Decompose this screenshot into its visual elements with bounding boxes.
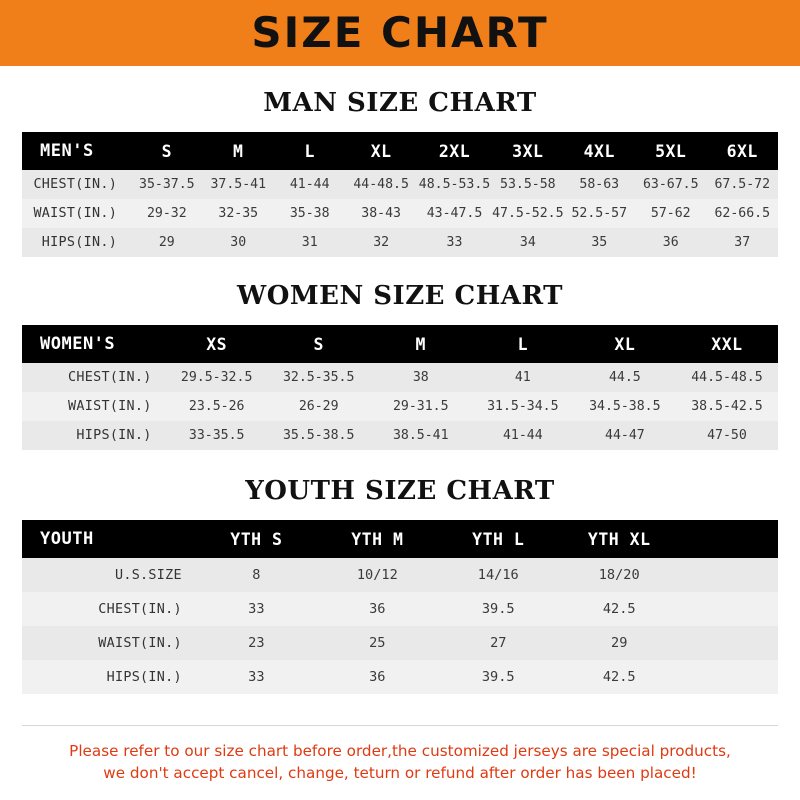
- table-cell-spacer: [680, 592, 778, 626]
- table-cell: 57-62: [650, 206, 691, 221]
- table-row: [22, 660, 778, 694]
- man-size-table: [22, 132, 778, 257]
- women-table-header-row: [22, 325, 778, 363]
- women-header-xl: XL: [614, 334, 636, 354]
- women-header-m: M: [415, 334, 426, 354]
- table-cell: 47-50: [707, 428, 747, 443]
- man-header-3xl: 3XL: [512, 141, 544, 161]
- table-cell: 10/12: [356, 567, 398, 583]
- table-cell: 37.5-41: [210, 177, 267, 192]
- women-size-table: [22, 325, 778, 450]
- youth-row-label-hips: HIPS(IN.): [106, 669, 182, 685]
- table-cell: 62-66.5: [714, 206, 771, 221]
- table-cell: 33: [446, 235, 463, 250]
- man-header-xl: XL: [370, 141, 392, 161]
- table-cell-spacer: [680, 626, 778, 660]
- table-row: [22, 592, 778, 626]
- table-cell: 25: [369, 635, 386, 651]
- youth-size-table: [22, 520, 778, 694]
- table-cell: 41-44: [502, 428, 543, 443]
- man-header-6xl: 6XL: [726, 141, 758, 161]
- table-cell-spacer: [680, 660, 778, 694]
- youth-header-l: YTH L: [472, 529, 525, 549]
- women-row-label-hips: HIPS(IN.): [76, 428, 152, 443]
- man-row-label-hips: HIPS(IN.): [41, 235, 118, 250]
- table-row: [22, 199, 778, 228]
- women-header-label: WOMEN'S: [40, 334, 116, 354]
- man-header-s: S: [161, 141, 172, 161]
- table-cell: 42.5: [602, 601, 636, 617]
- table-row: [22, 392, 778, 421]
- table-cell: 14/16: [477, 567, 519, 583]
- table-cell: 39.5: [481, 601, 515, 617]
- table-cell: 32: [373, 235, 390, 250]
- man-header-m: M: [233, 141, 244, 161]
- man-row-label-waist: WAIST(IN.): [33, 206, 118, 221]
- table-cell: 27: [490, 635, 507, 651]
- table-cell: 37: [734, 235, 751, 250]
- youth-header-label: YOUTH: [40, 529, 94, 549]
- table-cell: 34.5-38.5: [589, 399, 661, 414]
- table-cell: 44.5-48.5: [691, 370, 763, 385]
- header-banner: [0, 0, 800, 66]
- table-row: [22, 558, 778, 592]
- table-cell: 26-29: [298, 399, 339, 414]
- table-row: [22, 626, 778, 660]
- women-header-xs: XS: [206, 334, 228, 354]
- youth-row-label-waist: WAIST(IN.): [98, 635, 182, 651]
- table-cell: 43-47.5: [426, 206, 483, 221]
- youth-header-spacer: [680, 520, 778, 558]
- table-cell: 29-32: [146, 206, 187, 221]
- table-cell: 8: [252, 567, 261, 583]
- footer-line-1: Please refer to our size chart before order,the customized jerseys are special products,: [69, 741, 731, 760]
- table-row: [22, 170, 778, 199]
- table-cell: 63-67.5: [642, 177, 699, 192]
- table-cell: 44-47: [605, 428, 645, 443]
- table-row: [22, 421, 778, 450]
- table-cell: 29.5-32.5: [180, 370, 253, 385]
- man-header-5xl: 5XL: [655, 141, 687, 161]
- women-section-title: WOMEN SIZE CHART: [237, 281, 563, 311]
- table-cell: 35: [591, 235, 608, 250]
- youth-table-header-row: [22, 520, 778, 558]
- youth-header-m: YTH M: [351, 529, 404, 549]
- table-cell: 44.5: [608, 370, 641, 385]
- table-cell: 35-38: [289, 206, 330, 221]
- chart-content: [0, 66, 800, 800]
- table-cell: 35-37.5: [139, 177, 195, 192]
- table-cell: 32.5-35.5: [282, 370, 355, 385]
- table-cell: 38.5-42.5: [691, 399, 763, 414]
- table-cell: 18/20: [598, 567, 640, 583]
- table-cell: 29: [158, 235, 175, 250]
- table-cell: 31: [301, 235, 318, 250]
- table-cell: 48.5-53.5: [418, 177, 491, 192]
- table-cell: 35.5-38.5: [282, 428, 355, 443]
- man-header-l: L: [304, 141, 315, 161]
- table-row: [22, 228, 778, 257]
- table-cell: 33-35.5: [188, 428, 245, 443]
- table-cell: 23.5-26: [188, 399, 245, 414]
- table-cell: 53.5-58: [500, 177, 556, 192]
- table-cell: 33: [248, 601, 265, 617]
- table-cell: 23: [248, 635, 265, 651]
- table-cell: 29-31.5: [392, 399, 449, 414]
- women-row-label-waist: WAIST(IN.): [68, 399, 152, 414]
- man-row-label-chest: CHEST(IN.): [33, 177, 118, 192]
- man-table-header-row: [22, 132, 778, 170]
- table-cell: 41-44: [289, 177, 330, 192]
- youth-header-xl: YTH XL: [587, 529, 651, 549]
- table-cell: 58-63: [579, 177, 620, 192]
- man-header-2xl: 2XL: [438, 141, 471, 161]
- table-cell: 36: [369, 669, 386, 685]
- table-cell: 31.5-34.5: [487, 399, 559, 414]
- women-header-l: L: [517, 334, 529, 354]
- table-cell: 36: [369, 601, 386, 617]
- table-cell: 44-48.5: [353, 177, 409, 192]
- table-cell: 38.5-41: [392, 428, 449, 443]
- page-title: SIZE CHART: [251, 8, 549, 57]
- youth-row-label-chest: CHEST(IN.): [98, 601, 182, 617]
- table-cell: 67.5-72: [714, 177, 771, 192]
- table-cell: 52.5-57: [571, 206, 628, 221]
- table-cell: 30: [230, 235, 247, 250]
- man-section-title: MAN SIZE CHART: [263, 88, 537, 118]
- table-cell: 29: [611, 635, 628, 651]
- table-cell: 42.5: [602, 669, 636, 685]
- table-row: [22, 363, 778, 392]
- youth-row-label-ussize: U.S.SIZE: [114, 567, 182, 583]
- table-cell: 34: [519, 235, 536, 250]
- table-cell: 47.5-52.5: [492, 206, 564, 221]
- table-cell: 39.5: [481, 669, 515, 685]
- table-cell: 36: [662, 235, 679, 250]
- women-row-label-chest: CHEST(IN.): [68, 370, 152, 385]
- women-header-xxl: XXL: [711, 334, 743, 354]
- table-cell: 38-43: [361, 206, 401, 221]
- footer-line-2: we don't accept cancel, change, teturn or refund after order has been placed!: [103, 763, 697, 782]
- man-header-4xl: 4XL: [583, 141, 615, 161]
- man-header-label: MEN'S: [40, 141, 94, 161]
- youth-header-s: YTH S: [230, 529, 283, 549]
- women-header-s: S: [313, 334, 324, 354]
- footer-disclaimer: [22, 725, 778, 800]
- table-cell: 32-35: [218, 206, 259, 221]
- table-cell: 41: [514, 370, 531, 385]
- table-cell: 33: [248, 669, 265, 685]
- youth-section-title: YOUTH SIZE CHART: [245, 476, 555, 506]
- table-cell: 38: [412, 370, 429, 385]
- table-cell-spacer: [680, 558, 778, 592]
